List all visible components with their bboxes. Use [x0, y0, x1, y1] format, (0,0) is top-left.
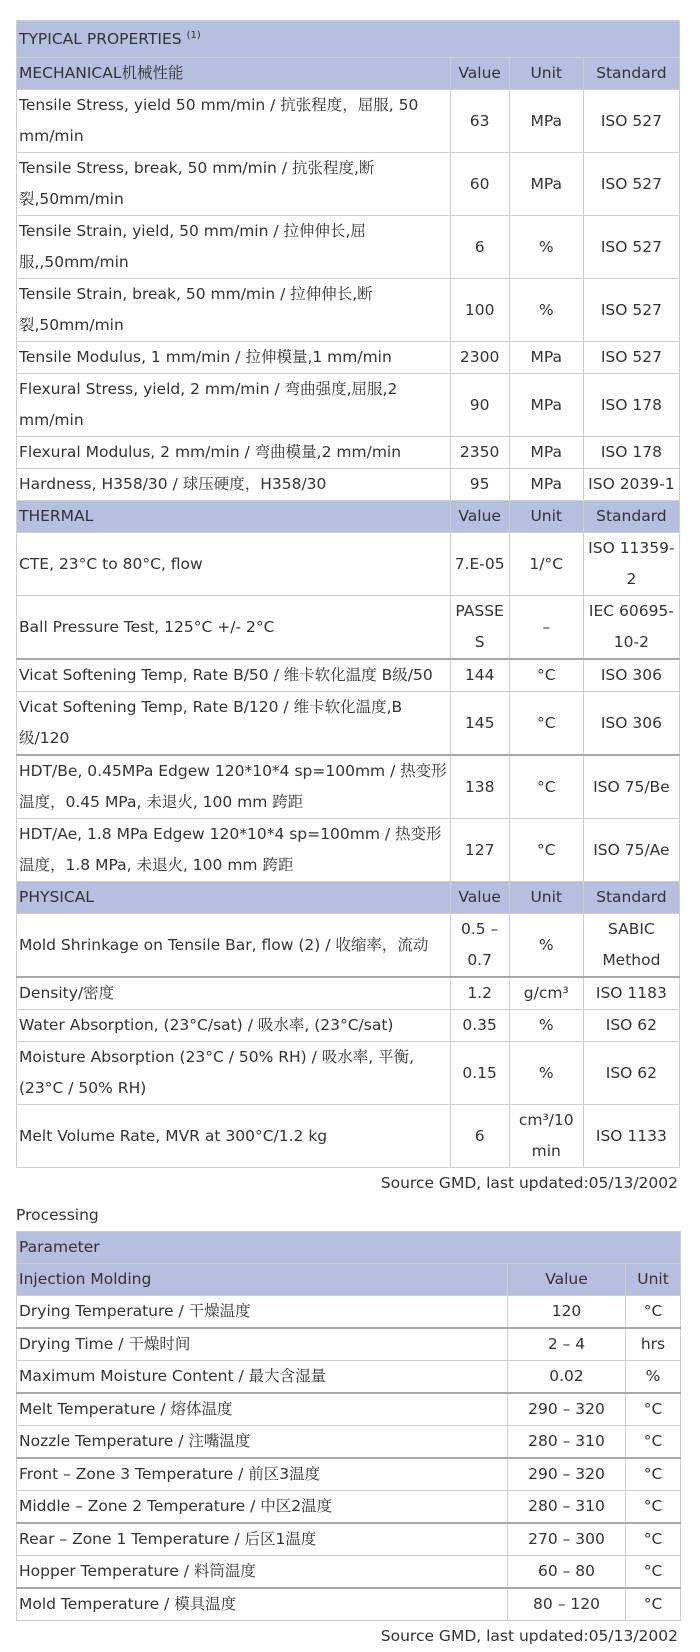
table-row: [17, 216, 680, 279]
property-unit: g/cm³: [509, 977, 583, 1010]
property-unit: 1/°C: [509, 533, 583, 596]
property-unit: %: [509, 279, 583, 342]
table-row: [17, 342, 680, 374]
property-name: HDT/Ae, 1.8 MPa Edgew 120*10*4 sp=100mm / 热变形温度，1.8 MPa, 未退火, 100 mm 跨距: [17, 819, 451, 882]
property-name: Moisture Absorption (23°C / 50% RH) / 吸水率, 平衡,(23°C / 50% RH): [17, 1042, 451, 1105]
parameter-name: Front – Zone 3 Temperature / 前区3温度: [17, 1458, 508, 1491]
property-value: 0.5 – 0.7: [450, 914, 509, 978]
property-unit: cm³/10 min: [509, 1105, 583, 1168]
column-header-unit: Unit: [509, 58, 583, 90]
property-name: Tensile Strain, break, 50 mm/min / 拉伸伸长,断裂,50mm/min: [17, 279, 451, 342]
property-standard: ISO 527: [583, 216, 679, 279]
column-header-value: Value: [450, 501, 509, 533]
table-row: [17, 596, 680, 660]
parameter-unit: °C: [626, 1296, 681, 1329]
parameter-name: Maximum Moisture Content / 最大含湿量: [17, 1361, 508, 1394]
parameter-value: 270 – 300: [508, 1523, 626, 1556]
property-value: 90: [450, 374, 509, 437]
property-name: Mold Shrinkage on Tensile Bar, flow (2) / 收缩率，流动: [17, 914, 451, 978]
table-row: [17, 1556, 681, 1589]
property-value: 7.E-05: [450, 533, 509, 596]
table-row: [17, 914, 680, 978]
property-value: 0.35: [450, 1010, 509, 1042]
parameter-unit: °C: [626, 1588, 681, 1621]
property-value: 1.2: [450, 977, 509, 1010]
property-name: Flexural Stress, yield, 2 mm/min / 弯曲强度,屈服,2 mm/min: [17, 374, 451, 437]
column-header-value: Value: [450, 58, 509, 90]
properties-title: [17, 21, 680, 58]
parameter-unit: °C: [626, 1556, 681, 1589]
parameter-unit: °C: [626, 1523, 681, 1556]
table-row: [17, 659, 680, 692]
section-header-mechanical: [17, 58, 680, 90]
parameter-unit: °C: [626, 1491, 681, 1524]
table-row: [17, 469, 680, 501]
properties-title-text: TYPICAL PROPERTIES: [19, 30, 182, 48]
parameter-unit: °C: [626, 1393, 681, 1426]
parameter-name: Nozzle Temperature / 注嘴温度: [17, 1426, 508, 1459]
property-name: Tensile Stress, break, 50 mm/min / 抗张程度,断裂,50mm/min: [17, 153, 451, 216]
table-row: [17, 692, 680, 756]
section-name: Injection Molding: [17, 1264, 508, 1296]
property-unit: MPa: [509, 342, 583, 374]
property-value: 144: [450, 659, 509, 692]
property-value: 138: [450, 755, 509, 819]
datasheet: [16, 20, 680, 1652]
parameter-unit: °C: [626, 1458, 681, 1491]
section-header-thermal: [17, 501, 680, 533]
section-name: PHYSICAL: [17, 882, 451, 914]
property-name: Tensile Strain, yield, 50 mm/min / 拉伸伸长,屈服,,50mm/min: [17, 216, 451, 279]
property-standard: ISO 1183: [583, 977, 679, 1010]
parameter-name: Rear – Zone 1 Temperature / 后区1温度: [17, 1523, 508, 1556]
property-standard: ISO 1133: [583, 1105, 679, 1168]
processing-parameter-row: [17, 1232, 681, 1264]
property-value: 2300: [450, 342, 509, 374]
parameter-value: 60 – 80: [508, 1556, 626, 1589]
property-value: 6: [450, 216, 509, 279]
parameter-value: 0.02: [508, 1361, 626, 1394]
table-row: [17, 374, 680, 437]
table-row: [17, 1393, 681, 1426]
property-name: Vicat Softening Temp, Rate B/120 / 维卡软化温度,B级/120: [17, 692, 451, 756]
property-value: 63: [450, 90, 509, 153]
property-unit: °C: [509, 659, 583, 692]
property-name: Density/密度: [17, 977, 451, 1010]
parameter-unit: hrs: [626, 1328, 681, 1361]
property-unit: MPa: [509, 90, 583, 153]
properties-source-note: Source GMD, last updated:05/13/2002: [380, 1174, 678, 1192]
property-standard: ISO 178: [583, 374, 679, 437]
property-value: 2350: [450, 437, 509, 469]
property-name: Tensile Stress, yield 50 mm/min / 抗张程度，屈服, 50 mm/min: [17, 90, 451, 153]
parameter-name: Mold Temperature / 模具温度: [17, 1588, 508, 1621]
table-row: [17, 1010, 680, 1042]
table-row: [17, 755, 680, 819]
property-name: Ball Pressure Test, 125°C +/- 2°C: [17, 596, 451, 660]
table-row: [17, 1426, 681, 1459]
table-row: [17, 1328, 681, 1361]
section-name: MECHANICAL机械性能: [17, 58, 451, 90]
table-row: [17, 437, 680, 469]
table-row: [17, 1042, 680, 1105]
parameter-value: 280 – 310: [508, 1426, 626, 1459]
table-row: [17, 90, 680, 153]
property-unit: %: [509, 914, 583, 978]
processing-source-note: Source GMD, last updated:05/13/2002: [380, 1627, 678, 1645]
property-name: Hardness, H358/30 / 球压硬度，H358/30: [17, 469, 451, 501]
property-unit: –: [509, 596, 583, 660]
property-value: 145: [450, 692, 509, 756]
section-name: THERMAL: [17, 501, 451, 533]
parameter-unit: °C: [626, 1426, 681, 1459]
section-header-injection-molding: [17, 1264, 681, 1296]
parameter-unit: %: [626, 1361, 681, 1394]
property-value: 60: [450, 153, 509, 216]
property-name: HDT/Be, 0.45MPa Edgew 120*10*4 sp=100mm / 热变形温度，0.45 MPa, 未退火, 100 mm 跨距: [17, 755, 451, 819]
section-header-physical: [17, 882, 680, 914]
table-row: [17, 1523, 681, 1556]
table-row: [17, 1361, 681, 1394]
property-standard: ISO 527: [583, 342, 679, 374]
property-name: CTE, 23°C to 80°C, flow: [17, 533, 451, 596]
column-header-standard: Standard: [583, 501, 679, 533]
property-unit: MPa: [509, 469, 583, 501]
parameter-name: Drying Time / 干燥时间: [17, 1328, 508, 1361]
table-row: [17, 153, 680, 216]
processing-table: [16, 1231, 681, 1621]
property-unit: °C: [509, 692, 583, 756]
property-standard: ISO 527: [583, 90, 679, 153]
property-standard: ISO 2039-1: [583, 469, 679, 501]
property-standard: ISO 62: [583, 1042, 679, 1105]
property-name: Tensile Modulus, 1 mm/min / 拉伸模量,1 mm/min: [17, 342, 451, 374]
table-row: [17, 1105, 680, 1168]
column-header-unit: Unit: [626, 1264, 681, 1296]
table-row: [17, 533, 680, 596]
property-unit: %: [509, 216, 583, 279]
table-row: [17, 1296, 681, 1329]
property-name: Water Absorption, (23°C/sat) / 吸水率, (23°C/sat): [17, 1010, 451, 1042]
property-standard: ISO 306: [583, 692, 679, 756]
parameter-value: 2 – 4: [508, 1328, 626, 1361]
property-value: 6: [450, 1105, 509, 1168]
property-value: 100: [450, 279, 509, 342]
property-value: 127: [450, 819, 509, 882]
parameter-value: 120: [508, 1296, 626, 1329]
property-unit: MPa: [509, 374, 583, 437]
property-unit: °C: [509, 819, 583, 882]
property-standard: ISO 178: [583, 437, 679, 469]
property-standard: IEC 60695-10-2: [583, 596, 679, 660]
parameter-value: 80 – 120: [508, 1588, 626, 1621]
property-name: Flexural Modulus, 2 mm/min / 弯曲模量,2 mm/min: [17, 437, 451, 469]
properties-title-row: [17, 21, 680, 58]
parameter-name: Drying Temperature / 干燥温度: [17, 1296, 508, 1329]
property-unit: %: [509, 1042, 583, 1105]
table-row: [17, 977, 680, 1010]
property-name: Vicat Softening Temp, Rate B/50 / 维卡软化温度 B级/50: [17, 659, 451, 692]
property-standard: ISO 11359-2: [583, 533, 679, 596]
parameter-value: 280 – 310: [508, 1491, 626, 1524]
column-header-value: Value: [508, 1264, 626, 1296]
property-standard: ISO 306: [583, 659, 679, 692]
column-header-standard: Standard: [583, 58, 679, 90]
property-unit: MPa: [509, 437, 583, 469]
property-standard: ISO 75/Be: [583, 755, 679, 819]
property-value: PASSES: [450, 596, 509, 660]
typical-properties-table: [16, 20, 680, 1168]
parameter-name: Hopper Temperature / 料筒温度: [17, 1556, 508, 1589]
column-header-unit: Unit: [509, 882, 583, 914]
parameter-name: Middle – Zone 2 Temperature / 中区2温度: [17, 1491, 508, 1524]
property-unit: %: [509, 1010, 583, 1042]
property-unit: MPa: [509, 153, 583, 216]
property-standard: ISO 75/Ae: [583, 819, 679, 882]
table-row: [17, 1458, 681, 1491]
property-value: 0.15: [450, 1042, 509, 1105]
parameter-name: Melt Temperature / 熔体温度: [17, 1393, 508, 1426]
column-header-standard: Standard: [583, 882, 679, 914]
property-unit: °C: [509, 755, 583, 819]
property-standard: ISO 527: [583, 153, 679, 216]
table-row: [17, 279, 680, 342]
column-header-value: Value: [450, 882, 509, 914]
parameter-value: 290 – 320: [508, 1458, 626, 1491]
table-row: [17, 1491, 681, 1524]
table-row: [17, 1588, 681, 1621]
properties-title-footnote: (1): [186, 29, 201, 41]
property-standard: ISO 527: [583, 279, 679, 342]
column-header-unit: Unit: [509, 501, 583, 533]
property-standard: SABIC Method: [583, 914, 679, 978]
parameter-label: Parameter: [17, 1232, 681, 1264]
property-name: Melt Volume Rate, MVR at 300°C/1.2 kg: [17, 1105, 451, 1168]
table-row: [17, 819, 680, 882]
parameter-value: 290 – 320: [508, 1393, 626, 1426]
property-value: 95: [450, 469, 509, 501]
property-standard: ISO 62: [583, 1010, 679, 1042]
processing-title: Processing: [16, 1206, 99, 1224]
